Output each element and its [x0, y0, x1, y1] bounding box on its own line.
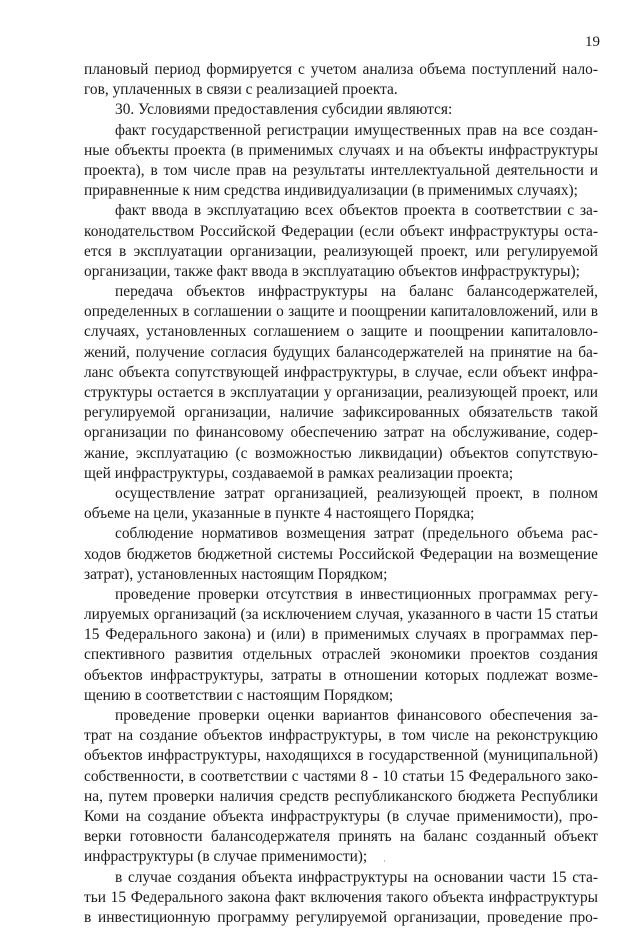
- text-line: верки готовности балансодержателя принять на баланс созданный объект: [84, 828, 598, 846]
- text-line: ется в эксплуатации организации, реализующей проект, или регулируемой: [84, 242, 598, 260]
- text-line: 15 Федерального закона) и (или) в применимых случаях в программах пер-: [84, 626, 598, 644]
- text-line: объеме на цели, указанные в пункте 4 настоящего Порядка;: [84, 505, 475, 523]
- text-line: тьи 15 Федерального закона факт включения такого объекта инфраструктуры: [84, 888, 598, 906]
- text-line: в инвестиционную программу регулируемой организации, проведение про-: [84, 908, 598, 926]
- text-line: факт государственной регистрации имущественных прав на все создан-: [115, 121, 598, 139]
- text-line: ходов бюджетов бюджетной системы Российской Федерации на возмещение: [84, 545, 598, 563]
- text-line: случаях, установленных соглашением о защите и поощрении капиталовло-: [84, 323, 598, 341]
- scan-artifact: [384, 860, 385, 862]
- text-line: факт ввода в эксплуатацию всех объектов проекта в соответствии с за-: [115, 202, 598, 220]
- text-line: Коми на создание объекта инфраструктуры (в случае применимости), про-: [84, 807, 598, 825]
- text-line: ланс объекта сопутствующей инфраструктуры, в случае, если объект инфра-: [84, 363, 598, 381]
- page-number: 19: [585, 34, 600, 50]
- text-line: проекта), в том числе прав на результаты интеллектуальной деятельности и: [84, 161, 598, 179]
- text-line: в случае создания объекта инфраструктуры на основании части 15 ста-: [115, 868, 598, 886]
- text-line: объектов инфраструктуры, находящихся в государственной (муниципальной): [84, 747, 598, 765]
- text-line: собственности, в соответствии с частями 8 - 10 статьи 15 Федерального зако-: [84, 767, 598, 785]
- text-line: передача объектов инфраструктуры на баланс балансодержателей,: [115, 283, 598, 301]
- text-line: спективного развития отдельных отраслей экономики проектов создания: [84, 646, 598, 664]
- text-line: жание, эксплуатацию (с возможностью ликвидации) объектов сопутствую-: [84, 444, 598, 462]
- text-line: организации, также факт ввода в эксплуатацию объектов инфраструктуры);: [84, 262, 580, 280]
- text-line: структуры остается в эксплуатации у организации, реализующей проект, или: [84, 384, 598, 401]
- text-line: проведение проверки отсутствия в инвестиционных программах регу-: [115, 585, 598, 603]
- text-line: организации по финансовому обеспечению затрат на обслуживание, содер-: [84, 424, 598, 442]
- text-line: 30. Условиями предоставления субсидии являются:: [115, 101, 453, 119]
- text-line: инфраструктуры (в случае применимости);: [84, 848, 368, 866]
- text-line: щению в соответствии с настоящим Порядком;: [84, 686, 394, 704]
- text-line: конодательством Российской Федерации (если объект инфраструктуры оста-: [84, 222, 598, 240]
- document-body: [84, 60, 598, 928]
- text-line: на, путем проверки наличия средств республиканского бюджета Республики: [84, 787, 598, 805]
- text-line: ные объекты проекта (в применимых случаях и на объекты инфраструктуры: [84, 141, 598, 159]
- text-line: определенных в соглашении о защите и поощрении капиталовложений, или в: [84, 303, 598, 321]
- text-line: плановый период формируется с учетом анализа объема поступлений нало-: [84, 61, 598, 78]
- text-line: жений, получение согласия будущих балансодержателей на принятие на ба-: [84, 343, 598, 361]
- text-line: затрат), установленных настоящим Порядком;: [84, 565, 388, 583]
- text-line: осуществление затрат организацией, реализующей проект, в полном: [115, 484, 598, 502]
- text-line: соблюдение нормативов возмещения затрат (предельного объема рас-: [115, 525, 598, 543]
- text-line: лируемых организаций (за исключением случая, указанного в части 15 статьи: [84, 606, 598, 624]
- text-line: регулируемой организации, наличие зафиксированных обязательств такой: [84, 404, 598, 422]
- text-line: гов, уплаченных в связи с реализацией проекта.: [84, 81, 398, 99]
- text-line: приравненные к ним средства индивидуализации (в применимых случаях);: [84, 182, 578, 200]
- text-line: проведение проверки оценки вариантов финансового обеспечения за-: [115, 707, 598, 724]
- text-line: объектов инфраструктуры, затраты в отношении которых подлежат возме-: [84, 666, 598, 684]
- text-line: трат на создание объектов инфраструктуры, в том числе на реконструкцию: [84, 727, 598, 745]
- text-line: щей инфраструктуры, создаваемой в рамках реализации проекта;: [84, 464, 514, 482]
